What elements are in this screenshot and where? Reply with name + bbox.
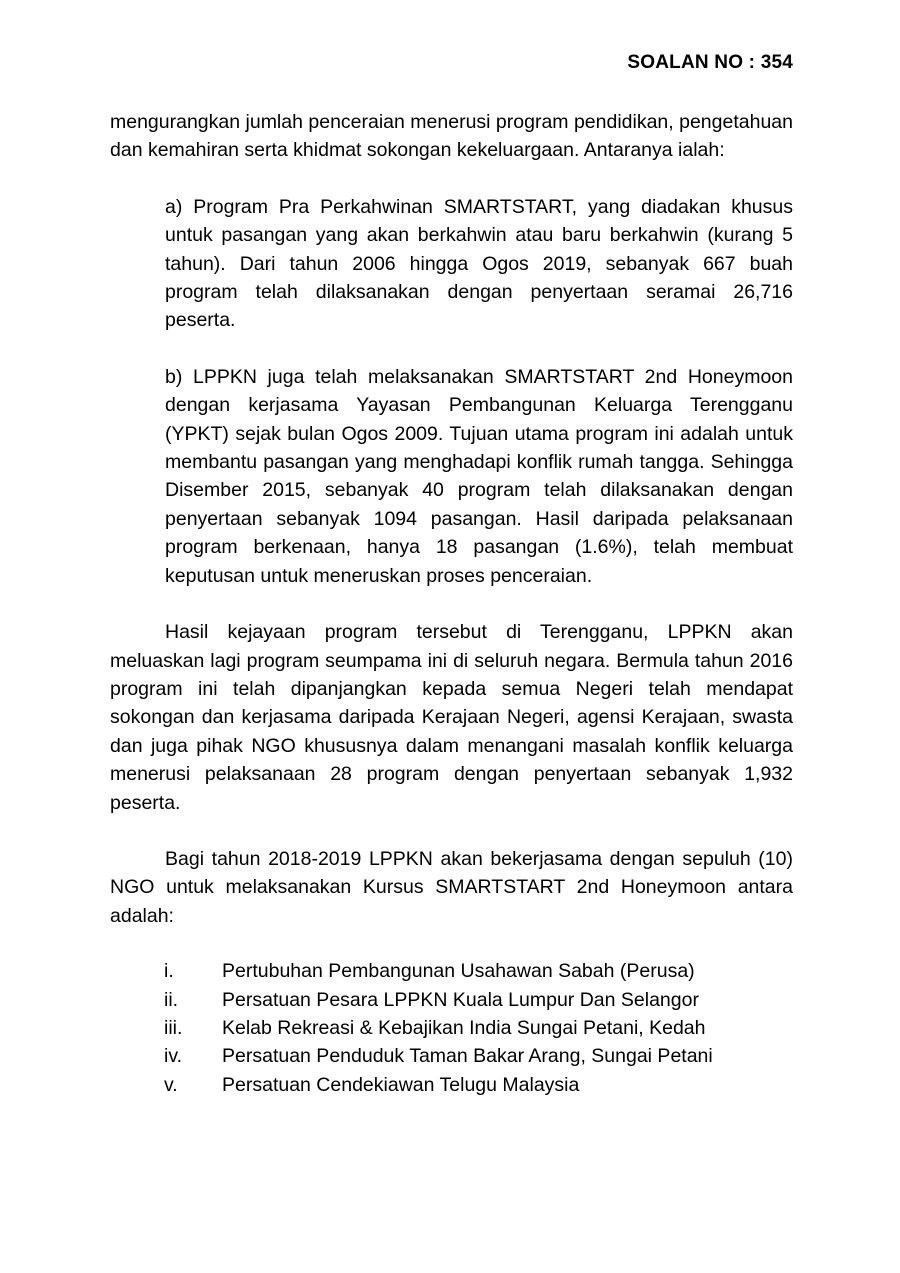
list-item-label: Pertubuhan Pembangunan Usahawan Sabah (Perusa): [222, 960, 695, 983]
list-item-label: Kelab Rekreasi & Kebajikan India Sungai Petani, Kedah: [222, 1016, 706, 1039]
paragraph-spacer: [110, 930, 793, 957]
list-marker: i.: [164, 960, 174, 983]
paragraph-spacer: [110, 335, 793, 363]
ngo-intro-paragraph: Bagi tahun 2018-2019 LPPKN akan bekerjasama dengan sepuluh (10) NGO untuk melaksanakan Kursus SMARTSTART 2nd Honeymoon antara adalah:: [110, 847, 793, 927]
list-marker: v.: [164, 1073, 178, 1096]
intro-paragraph: mengurangkan jumlah penceraian menerusi program pendidikan, pengetahuan dan kemahiran serta khidmat sokongan kekeluargaan. Antaranya ialah:: [110, 111, 793, 162]
list-item: [164, 1014, 793, 1042]
list-marker: ii.: [164, 988, 179, 1011]
list-item: [164, 957, 793, 985]
list-marker: iv.: [164, 1045, 183, 1068]
paragraph-spacer: [110, 165, 793, 193]
list-item: [164, 1042, 793, 1070]
list-item-label: Persatuan Penduduk Taman Bakar Arang, Sungai Petani: [222, 1045, 713, 1068]
list-item-label: Persatuan Cendekiawan Telugu Malaysia: [222, 1073, 580, 1096]
document-body: [110, 108, 793, 1099]
list-item-label: Persatuan Pesara LPPKN Kuala Lumpur Dan Selangor: [222, 988, 699, 1011]
list-item: [164, 1071, 793, 1099]
expansion-paragraph: Hasil kejayaan program tersebut di Terengganu, LPPKN akan meluaskan lagi program seumpama ini di seluruh negara. Bermula tahun 2016 program ini telah dipanjangkan kepada semua Negeri telah mendapat sokongan dan kerjasama daripada Kerajaan Negeri, agensi Kerajaan, swasta dan juga pihak NGO khususnya dalam menangani masalah konflik keluarga menerusi pelaksanaan 28 program dengan penyertaan sebanyak 1,932 peserta.: [110, 621, 793, 814]
list-item: [164, 986, 793, 1014]
ngo-list: [164, 957, 793, 1099]
list-item-a-paragraph: a) Program Pra Perkahwinan SMARTSTART, yang diadakan khusus untuk pasangan yang akan berkahwin atau baru berkahwin (kurang 5 tahun). Dari tahun 2006 hingga Ogos 2019, sebanyak 667 buah program telah dilaksanakan dengan penyertaan seramai 26,716 peserta.: [165, 195, 793, 332]
list-item-b-paragraph: b) LPPKN juga telah melaksanakan SMARTSTART 2nd Honeymoon dengan kerjasama Yayasan Pembangunan Keluarga Terengganu (YPKT) sejak bulan Ogos 2009. Tujuan utama program ini adalah untuk membantu pasangan yang menghadapi konflik rumah tangga. Sehingga Disember 2015, sebanyak 40 program telah dilaksanakan dengan penyertaan sebanyak 1094 pasangan. Hasil daripada pelaksanaan program berkenaan, hanya 18 pasangan (1.6%), telah membuat keputusan untuk meneruskan proses penceraian.: [165, 365, 793, 587]
paragraph-spacer: [110, 590, 793, 618]
page-header-question-number: SOALAN NO : 354: [627, 52, 793, 73]
paragraph-spacer: [110, 817, 793, 845]
list-marker: iii.: [164, 1016, 183, 1039]
